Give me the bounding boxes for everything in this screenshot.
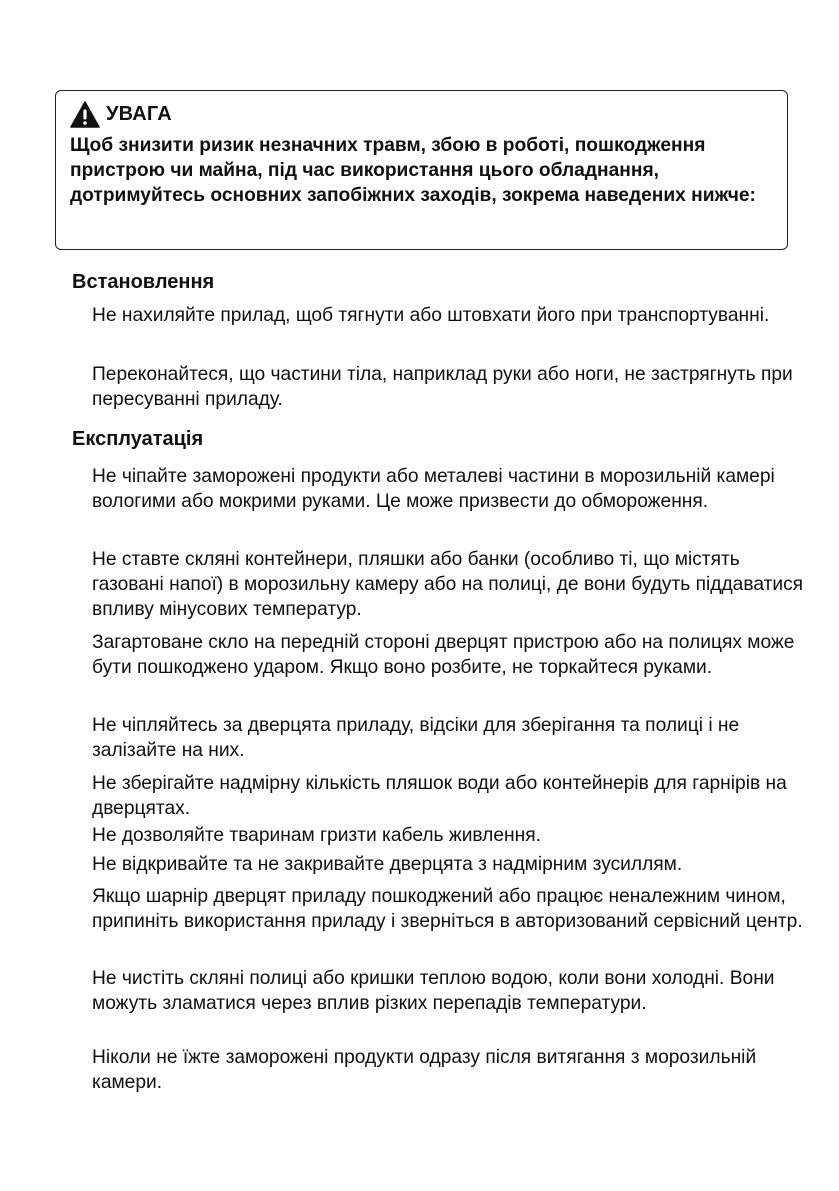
operation-item: Не зберігайте надмірну кількість пляшок води або контейнерів для гарнірів на дверцятах. bbox=[92, 773, 787, 819]
operation-item: Не ставте скляні контейнери, пляшки або банки (особливо ті, що містять газовані напої) в морозильну камеру або на полиці, де вони будуть піддаватися впливу мінусових температур. bbox=[92, 549, 804, 620]
operation-item: Якщо шарнір дверцят приладу пошкоджений або працює неналежним чином, припиніть використання приладу і зверніться в авторизований сервісний центр. bbox=[92, 886, 803, 932]
warning-box bbox=[55, 90, 788, 250]
operation-item: Не дозволяйте тваринам гризти кабель живлення. bbox=[92, 825, 541, 846]
operation-item: Не чіпляйтесь за дверцята приладу, відсіки для зберігання та полиці і не залізайте на них. bbox=[92, 715, 740, 761]
installation-item: Переконайтеся, що частини тіла, наприклад руки або ноги, не застрягнуть при пересуванні приладу. bbox=[92, 364, 793, 410]
warning-triangle-icon bbox=[70, 101, 100, 128]
section-heading-operation: Експлуатація bbox=[72, 428, 204, 450]
warning-header bbox=[70, 97, 775, 131]
section-heading-installation: Встановлення bbox=[72, 271, 215, 293]
operation-item: Ніколи не їжте заморожені продукти одразу після витягання з морозильній камери. bbox=[92, 1047, 757, 1093]
warning-title: УВАГА bbox=[106, 102, 172, 125]
installation-item: Не нахиляйте прилад, щоб тягнути або штовхати його при транспортуванні. bbox=[92, 305, 770, 326]
operation-item: Не чіпайте заморожені продукти або металеві частини в морозильній камері вологими або мокрими руками. Це може призвести до обмороження. bbox=[92, 466, 775, 512]
operation-item: Не відкривайте та не закривайте дверцята з надмірним зусиллям. bbox=[92, 854, 683, 875]
operation-item: Загартоване скло на передній стороні дверцят пристрою або на полицях може бути пошкоджено ударом. Якщо воно розбите, не торкайтеся руками. bbox=[92, 632, 795, 678]
warning-text: Щоб знизити ризик незначних травм, збою в роботі, пошкодження пристрою чи майна, під час використання цього обладнання, дотримуйтесь основних запобіжних заходів, зокрема наведених нижче: bbox=[70, 135, 756, 206]
operation-item: Не чистіть скляні полиці або кришки теплою водою, коли вони холодні. Вони можуть зламатися через вплив різких перепадів температури. bbox=[92, 968, 775, 1014]
